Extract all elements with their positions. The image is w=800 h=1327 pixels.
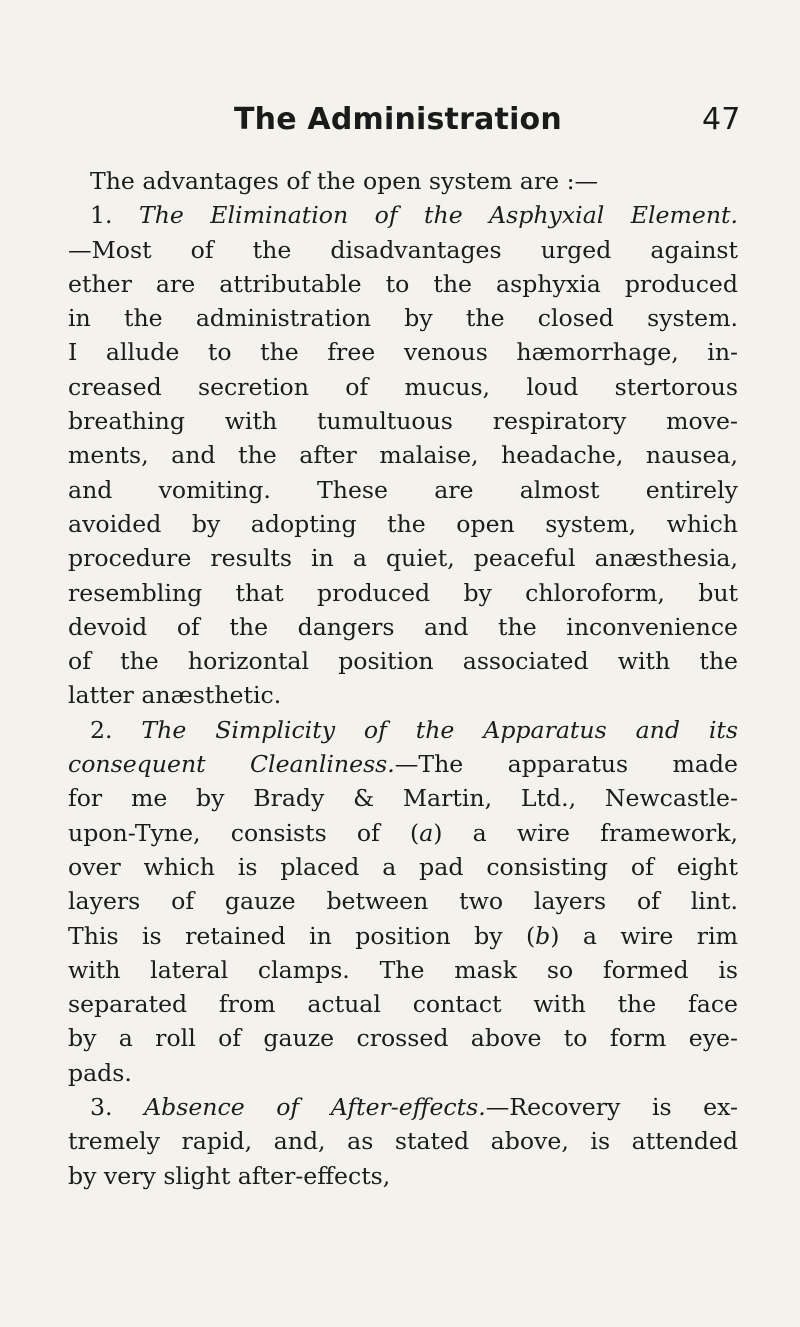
text-line [68, 713, 738, 747]
text-run: ether are attributable to the asphyxia produced [68, 269, 738, 298]
italic-text: b [535, 921, 551, 950]
text-run: —Most of the disadvantages urged against [68, 235, 738, 264]
text-run: The advantages of the open system are :— [90, 167, 599, 195]
text-line [68, 1021, 738, 1055]
text-line [68, 198, 738, 232]
text-line [68, 919, 738, 953]
text-run: in the administration by the closed system. [68, 304, 738, 333]
italic-text: The Simplicity of the Apparatus and its [141, 715, 738, 744]
text-run: tremely rapid, and, as stated above, is attended [68, 1127, 738, 1156]
text-run: by very slight after-effects, [68, 1161, 391, 1190]
text-line [68, 1056, 738, 1090]
text-line [68, 747, 738, 781]
text-line [68, 953, 738, 987]
text-run: I allude to the free venous hæmorrhage, in- [68, 338, 738, 367]
text-line [68, 816, 738, 850]
italic-text: Absence of After-effects. [144, 1093, 486, 1122]
text-line [68, 610, 738, 644]
text-line [68, 781, 738, 815]
text-run: latter anæsthetic. [68, 681, 282, 710]
text-line [68, 1090, 738, 1124]
text-line [68, 301, 738, 335]
text-line [68, 267, 738, 301]
text-run: 3. [90, 1093, 145, 1122]
text-run: breathing with tumultuous respiratory move- [68, 407, 738, 436]
chapter-title: The Administration [234, 102, 562, 137]
text-run: layers of gauze between two layers of lint. [68, 887, 738, 916]
text-line [68, 473, 738, 507]
text-run: separated from actual contact with the face [68, 990, 738, 1019]
text-run: pads. [68, 1058, 132, 1087]
text-run: This is retained in position by ( [68, 921, 536, 950]
text-line [68, 370, 738, 404]
text-line [68, 850, 738, 884]
text-line [68, 541, 738, 575]
text-run: ments, and the after malaise, headache, nausea, [68, 441, 738, 470]
text-run: —The apparatus made [394, 750, 738, 779]
text-run: of the horizontal position associated with the [68, 647, 738, 676]
text-run: 1. [90, 201, 139, 230]
body-text [68, 164, 738, 1193]
text-line [68, 164, 738, 198]
text-run: and vomiting. These are almost entirely [68, 475, 738, 504]
text-line [68, 507, 738, 541]
text-run: 2. [90, 715, 142, 744]
text-line [68, 576, 738, 610]
italic-text: a [419, 818, 434, 847]
text-run: avoided by adopting the open system, which [68, 509, 738, 538]
text-line [68, 335, 738, 369]
text-line [68, 404, 738, 438]
text-run: ) a wire rim [550, 921, 738, 950]
text-line [68, 644, 738, 678]
text-run: ) a wire framework, [433, 818, 738, 847]
text-run: devoid of the dangers and the inconvenience [68, 612, 738, 641]
italic-text: consequent Cleanliness. [68, 750, 395, 779]
text-line [68, 1159, 738, 1193]
text-line [68, 438, 738, 472]
text-line [68, 1124, 738, 1158]
text-line [68, 884, 738, 918]
text-run: upon-Tyne, consists of ( [68, 818, 420, 847]
text-line [68, 987, 738, 1021]
text-run: over which is placed a pad consisting of eight [68, 852, 738, 881]
text-line [68, 233, 738, 267]
running-head [234, 98, 794, 142]
text-run: by a roll of gauze crossed above to form eye- [68, 1024, 738, 1053]
text-run: creased secretion of mucus, loud stertorous [68, 372, 738, 401]
italic-text: The Elimination of the Asphyxial Element. [138, 201, 739, 230]
page-number: 47 [702, 102, 741, 137]
text-run: for me by Brady & Martin, Ltd., Newcastle- [68, 784, 738, 813]
text-run: with lateral clamps. The mask so formed is [68, 955, 738, 984]
text-line [68, 678, 738, 712]
text-run: procedure results in a quiet, peaceful anæsthesia, [68, 544, 738, 573]
text-run: resembling that produced by chloroform, but [68, 578, 738, 607]
text-run: —Recovery is ex- [485, 1093, 738, 1122]
